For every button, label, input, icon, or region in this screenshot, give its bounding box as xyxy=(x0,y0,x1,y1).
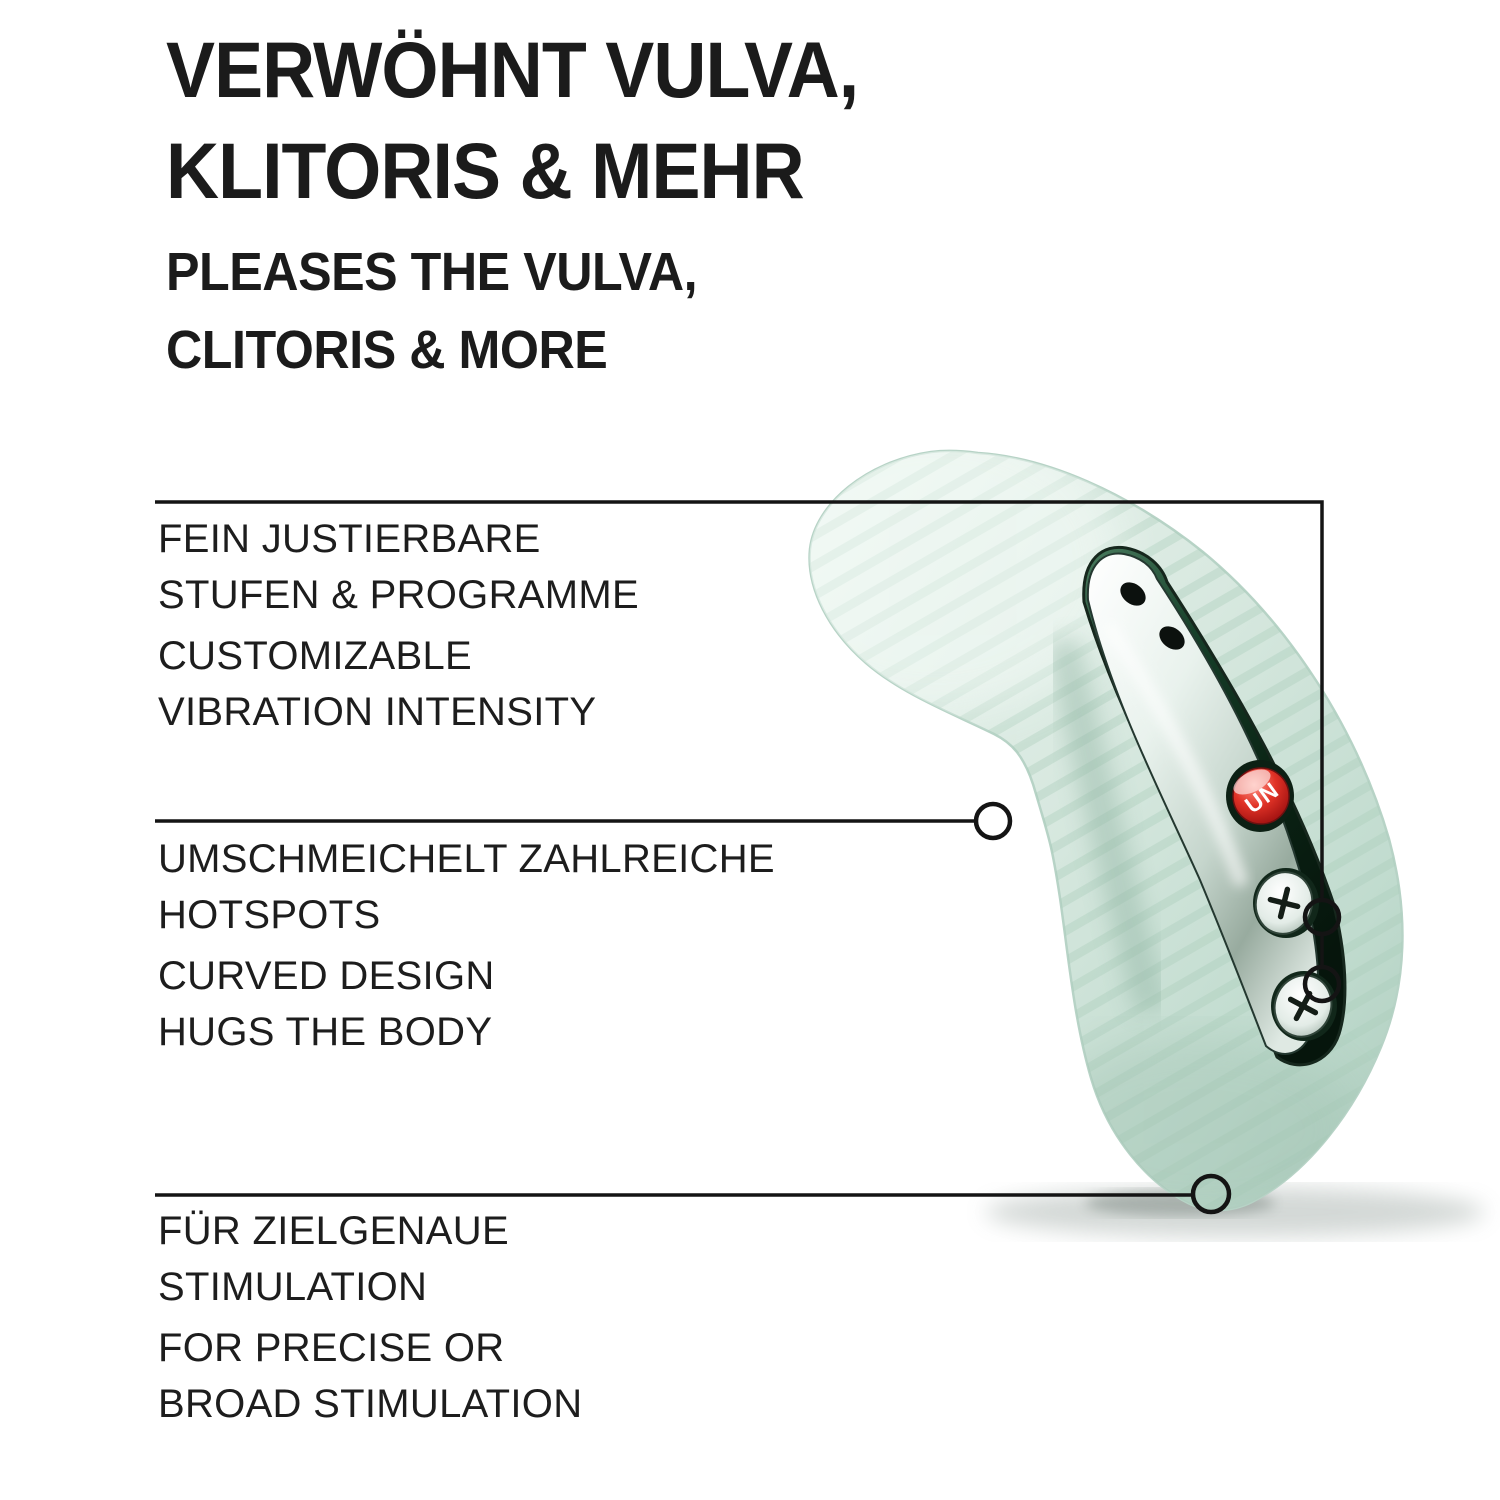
callout-curved-german xyxy=(158,831,775,943)
heading-german xyxy=(166,19,858,221)
heading-german-line2: KLITORIS & MEHR xyxy=(166,126,804,215)
fun-button[interactable] xyxy=(1226,760,1294,832)
heading-german-line1: VERWÖHNT VULVA, xyxy=(166,25,859,114)
callout-intensity-english xyxy=(158,628,639,740)
callout-text-intensity xyxy=(158,511,639,740)
callout-text-curved-design xyxy=(158,831,775,1060)
heading-english-line2: CLITORIS & MORE xyxy=(166,320,608,380)
callout-line: UMSCHMEICHELT ZAHLREICHE xyxy=(158,837,775,881)
callout-line: CUSTOMIZABLE xyxy=(158,634,473,678)
callout-line: CURVED DESIGN xyxy=(158,954,495,998)
callout-intensity-german xyxy=(158,511,639,623)
callout-precision-german xyxy=(158,1203,582,1315)
fun-button-label: UN xyxy=(1239,776,1284,819)
callout-line: HOTSPOTS xyxy=(158,893,381,937)
callout-line: STIMULATION xyxy=(158,1265,428,1309)
callout-text-precision xyxy=(158,1203,582,1432)
callout-2-circle xyxy=(976,804,1010,838)
callout-precision-english xyxy=(158,1320,582,1432)
heading-english-line1: PLEASES THE VULVA, xyxy=(166,242,698,302)
callout-line: FOR PRECISE OR xyxy=(158,1326,505,1370)
callout-line: FEIN JUSTIERBARE xyxy=(158,517,541,561)
callout-line: FÜR ZIELGENAUE xyxy=(158,1209,509,1253)
heading-english xyxy=(166,233,697,389)
callout-curved-english xyxy=(158,948,775,1060)
callout-line: STUFEN & PROGRAMME xyxy=(158,573,639,617)
callout-line: BROAD STIMULATION xyxy=(158,1382,583,1426)
device-illustration xyxy=(745,415,1460,1250)
callout-line: VIBRATION INTENSITY xyxy=(158,690,597,734)
callout-line: HUGS THE BODY xyxy=(158,1010,493,1054)
